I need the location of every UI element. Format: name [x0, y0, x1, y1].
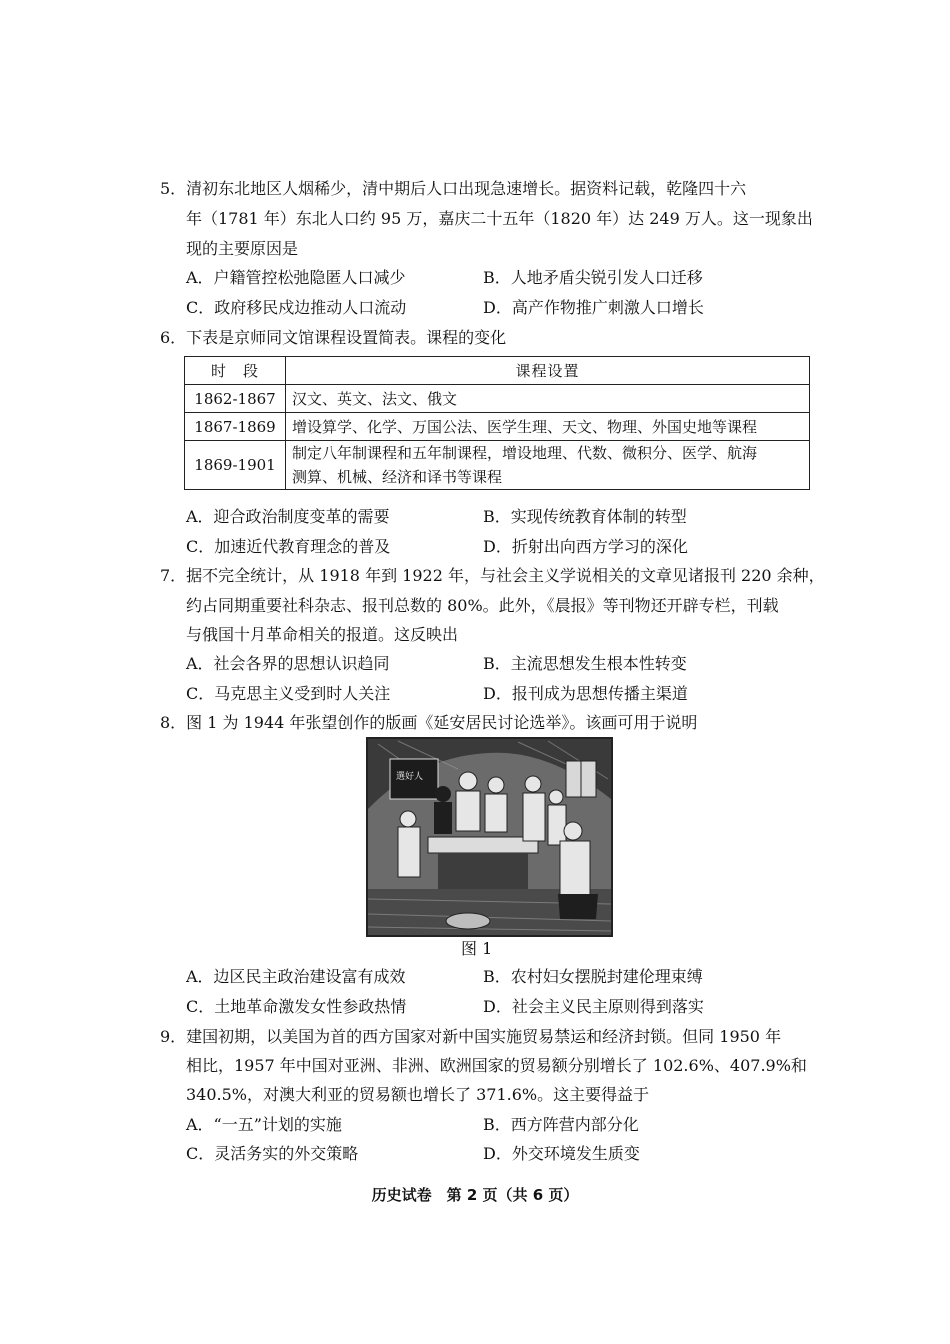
courses-cell-line2: 测算、机械、经济和译书等课程	[292, 468, 503, 486]
courses-cell	[286, 441, 810, 490]
q9-stem-line3: 340.5%，对澳大利亚的贸易额也增长了 371.6%。这主要得益于	[186, 1085, 650, 1104]
courses-cell: 增设算学、化学、万国公法、医学生理、天文、物理、外国史地等课程	[286, 413, 810, 441]
table-row	[185, 385, 810, 413]
q7-stem-line2: 约占同期重要社科杂志、报刊总数的 80%。此外，《晨报》等刊物还开辟专栏，刊载	[186, 596, 779, 615]
q7-stem-line1: 7．据不完全统计，从 1918 年到 1922 年，与社会主义学说相关的文章见诸报刊 220 余种，	[160, 566, 825, 585]
period-cell: 1862-1867	[185, 385, 286, 413]
q9-option-c: C．灵活务实的外交策略	[186, 1144, 359, 1163]
q5-option-b: B．人地矛盾尖锐引发人口迁移	[483, 268, 703, 287]
q9-stem-line2: 相比，1957 年中国对亚洲、非洲、欧洲国家的贸易额分别增长了 102.6%、407.9%和	[186, 1056, 807, 1075]
q8-option-b: B．农村妇女摆脱封建伦理束缚	[483, 967, 703, 986]
q8-option-d: D．社会主义民主原则得到落实	[483, 997, 704, 1016]
q6-option-b: B．实现传统教育体制的转型	[483, 507, 687, 526]
figure-caption: 图 1	[461, 939, 493, 958]
q6-option-a: A．迎合政治制度变革的需要	[186, 507, 390, 526]
q5-stem-line3: 现的主要原因是	[186, 239, 299, 258]
q7-option-c: C．马克思主义受到时人关注	[186, 684, 391, 703]
header-courses: 课程设置	[286, 357, 810, 385]
q7-option-d: D．报刊成为思想传播主渠道	[483, 684, 688, 703]
q6-stem-line1: 6．下表是京师同文馆课程设置简表。课程的变化	[160, 328, 507, 347]
page-footer: 历史试卷 第 2 页（共 6 页）	[371, 1186, 579, 1204]
courses-cell: 汉文、英文、法文、俄文	[286, 385, 810, 413]
q7-stem-line3: 与俄国十月革命相关的报道。这反映出	[186, 625, 459, 644]
q6-option-d: D．折射出向西方学习的深化	[483, 537, 688, 556]
q5-option-a: A．户籍管控松弛隐匿人口减少	[186, 268, 406, 287]
q7-option-a: A．社会各界的思想认识趋同	[186, 654, 390, 673]
header-period: 时 段	[185, 357, 286, 385]
table-row	[185, 413, 810, 441]
q5-stem-line2: 年（1781 年）东北人口约 95 万，嘉庆二十五年（1820 年）达 249 万人。这一现象出	[186, 209, 813, 228]
q6-option-c: C．加速近代教育理念的普及	[186, 537, 391, 556]
q9-option-a: A．“一五”计划的实施	[186, 1115, 342, 1134]
board-text: 選好人	[396, 772, 424, 782]
period-cell: 1867-1869	[185, 413, 286, 441]
q5-stem-line1: 5．清初东北地区人烟稀少，清中期后人口出现急速增长。据资料记载，乾隆四十六	[160, 179, 747, 198]
q5-option-c: C．政府移民戍边推动人口流动	[186, 298, 407, 317]
period-cell: 1869-1901	[185, 441, 286, 490]
woodcut-figure	[366, 737, 613, 937]
woodcut-print-illustration	[368, 739, 611, 935]
q9-stem-line1: 9．建国初期，以美国为首的西方国家对新中国实施贸易禁运和经济封锁。但同 1950 年	[160, 1027, 782, 1046]
courses-cell-line1: 制定八年制课程和五年制课程，增设地理、代数、微积分、医学、航海	[292, 444, 758, 462]
q8-option-a: A．边区民主政治建设富有成效	[186, 967, 406, 986]
q9-option-b: B．西方阵营内部分化	[483, 1115, 639, 1134]
q8-option-c: C．土地革命激发女性参政热情	[186, 997, 407, 1016]
q9-option-d: D．外交环境发生质变	[483, 1144, 640, 1163]
table-row	[185, 441, 810, 490]
course-table-header	[185, 357, 810, 385]
q8-stem-line1: 8．图 1 为 1944 年张望创作的版画《延安居民讨论选举》。该画可用于说明	[160, 713, 698, 732]
q7-option-b: B．主流思想发生根本性转变	[483, 654, 687, 673]
course-table	[184, 356, 810, 490]
q5-option-d: D．高产作物推广刺激人口增长	[483, 298, 704, 317]
